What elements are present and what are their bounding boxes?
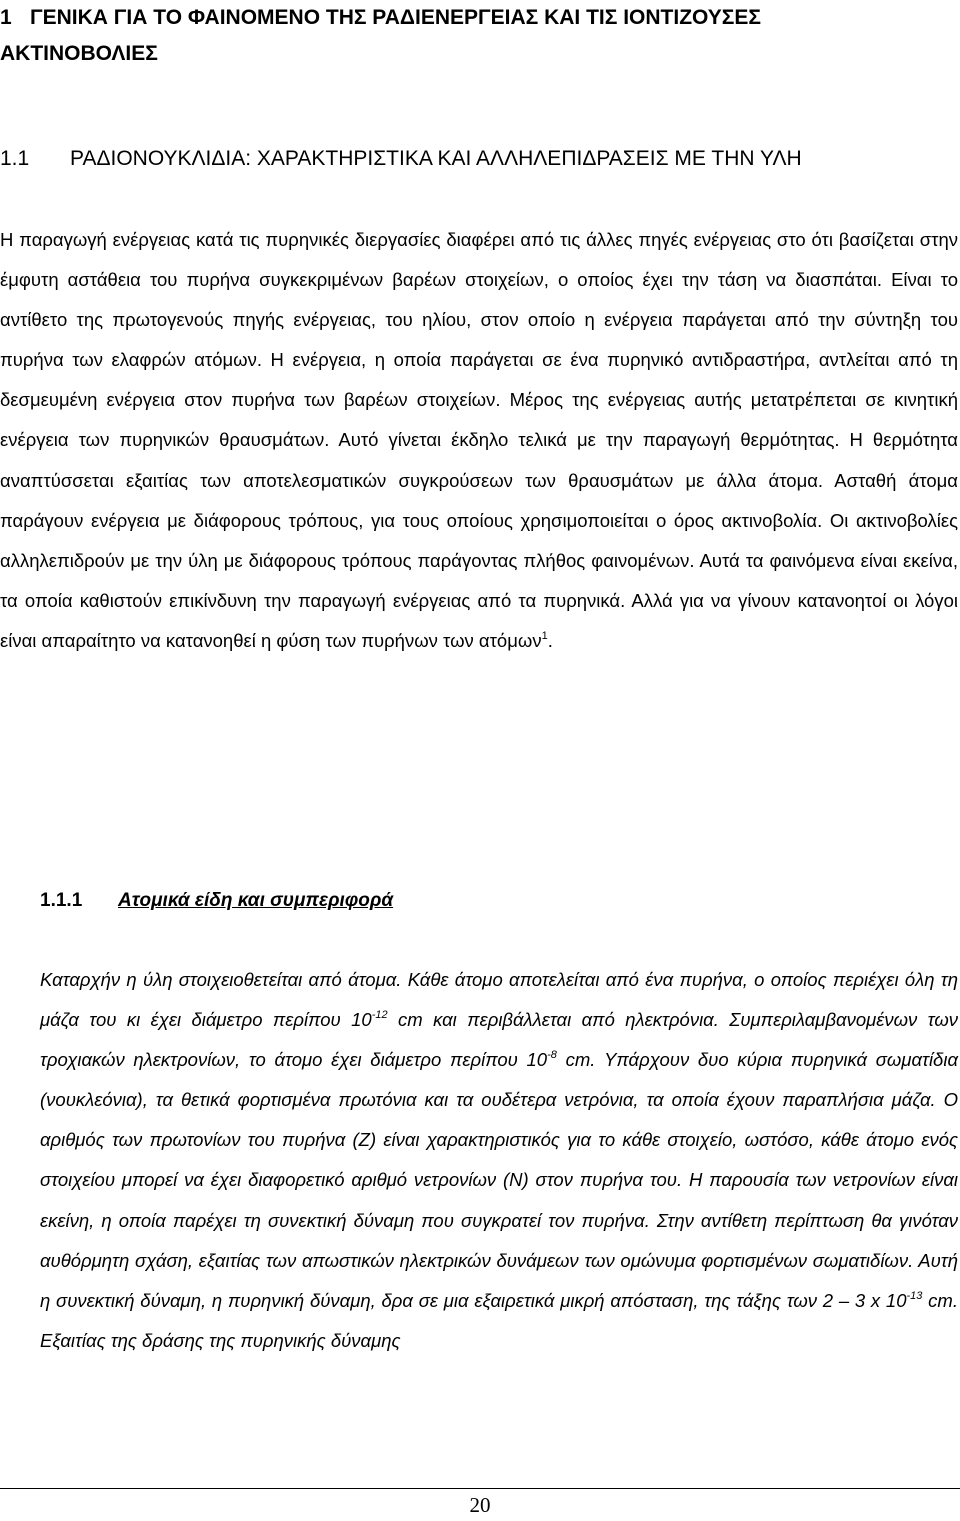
section-title: ΡΑΔΙΟΝΟΥΚΛΙΔΙΑ: ΧΑΡΑΚΤΗΡΙΣΤΙΚΑ ΚΑΙ ΑΛΛΗΛΕΠΙΔΡΑΣΕΙΣ ΜΕ ΤΗΝ ΥΛΗ [70,147,802,170]
exponent-1: -12 [371,1009,388,1022]
paragraph1-end: . [547,629,553,651]
paragraph2-part4: cm. Εξαιτίας της δράσης της πυρηνικής δύναμης [40,1289,958,1351]
section-heading [0,144,802,174]
paragraph2-part1: Καταρχήν η ύλη στοιχειοθετείται από άτομα. Κάθε άτομο αποτελείται από ένα πυρήνα, ο οποίος περιέχει όλη τη μάζα του κι έχει διάμετρο περίπου 10 [40,969,958,1031]
subsection-number: 1.1.1 [40,890,83,911]
paragraph2-part3: cm. Υπάρχουν δυο κύρια πυρηνικά σωματίδια (νουκλεόνια), τα θετικά φορτισμένα πρωτόνια και τα ουδέτερα νετρόνια, τα οποία έχουν παραπλήσια μάζα. Ο αριθμός των πρωτονίων του πυρήνα (Ζ) είναι χαρακτηριστικός για το κάθε στοιχείο, ωστόσο, κάθε άτομο ενός στοιχείου μπορεί να έχει διαφορετικό αριθμό νετρονίων (Ν) στον πυρήνα του. Η παρουσία των νετρονίων είναι εκείνη, η οποία παρέχει τη συνεκτική δύναμη που συγκρατεί τον πυρήνα. Στην αντίθετη περίπτωση θα γινόταν αυθόρμητη σχάση, εξαιτίας των απωστικών ηλεκτρικών δυνάμεων των ομώνυμα φορτισμένων σωματιδίων. Αυτή η συνεκτική δύναμη, η πυρηνική δύναμη, δρα σε μια εξαιρετικά μικρή απόσταση, της τάξης των 2 – 3 x 10 [40,1049,958,1311]
exponent-3: -13 [906,1289,923,1302]
section-number: 1.1 [0,147,30,170]
subsection-heading [40,886,393,916]
chapter-title-line1: ΓΕΝΙΚΑ ΓΙΑ ΤΟ ΦΑΙΝΟΜΕΝΟ ΤΗΣ ΡΑΔΙΕΝΕΡΓΕΙΑΣ ΚΑΙ ΤΙΣ ΙΟΝΤΙΖΟΥΣΕΣ [30,6,761,29]
subsection-title: Ατομικά είδη και συμπεριφορά [118,890,394,911]
body-paragraph-2 [40,960,958,1361]
footer-divider [0,1488,960,1489]
paragraph1-text: Η παραγωγή ενέργειας κατά τις πυρηνικές διεργασίες διαφέρει από τις άλλες πηγές ενέργειας στο ότι βασίζεται στην έμφυτη αστάθεια του πυρήνα συγκεκριμένων βαρέων στοιχείων, ο οποίος έχει την τάση να διασπάται. Είναι το αντίθετο της πρωτογενούς πηγής ενέργειας, του ηλίου, στον οποίο η ενέργεια παράγεται από την σύντηξη του πυρήνα των ελαφρών ατόμων. Η ενέργεια, η οποία παράγεται σε ένα πυρηνικό αντιδραστήρα, αντλείται από τη δεσμευμένη ενέργεια στον πυρήνα των βαρέων στοιχείων. Μέρος της ενέργειας αυτής μετατρέπεται σε κινητική ενέργεια των πυρηνικών θραυσμάτων. Αυτό γίνεται έκδηλο τελικά με την παραγωγή θερμότητας. Η θερμότητα αναπτύσσεται εξαιτίας των αποτελεσματικών συγκρούσεων των θραυσμάτων με άλλα άτομα. Ασταθή άτομα παράγουν ενέργεια με διάφορους τρόπους, για τους οποίους χρησιμοποιείται ο όρος ακτινοβολία. Οι ακτινοβολίες αλληλεπιδρούν με την ύλη με διάφορους τρόπους παράγοντας πλήθος φαινομένων. Αυτά τα φαινόμενα είναι εκείνα, τα οποία καθιστούν επικίνδυνη την παραγωγή ενέργειας από τα πυρηνικά. Αλλά για να γίνουν κατανοητοί οι λόγοι είναι απαραίτητο να κατανοηθεί η φύση των πυρήνων των ατόμων [0,229,958,651]
chapter-title-line2: ΑΚΤΙΝΟΒΟΛΙΕΣ [0,42,158,65]
page-number: 20 [469,1493,491,1517]
exponent-2: -8 [547,1049,557,1062]
chapter-number: 1 [0,6,12,29]
body-paragraph-1 [0,220,958,661]
footnote-reference[interactable]: 1 [541,629,548,642]
paragraph2-part2: cm και περιβάλλεται από ηλεκτρόνια. Συμπεριλαμβανομένων των τροχιακών ηλεκτρονίων, το άτομο έχει διάμετρο περίπου 10 [40,1009,959,1071]
